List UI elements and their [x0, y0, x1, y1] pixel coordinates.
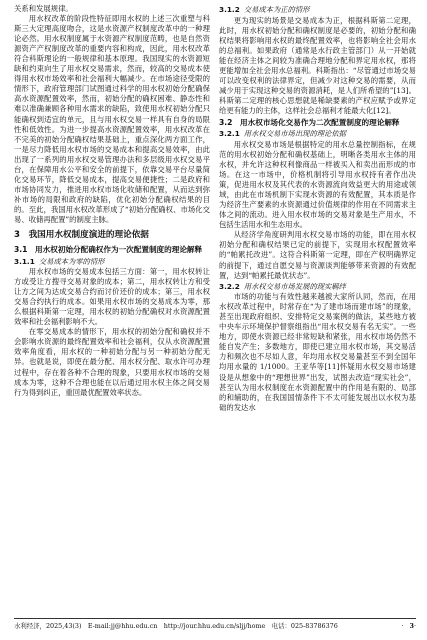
body-paragraph: 用水权市场的交易成本包括三方面：第一，用水权转让方或受让方搜寻交易对象的成本；第二，用水权转让方和受让方之间为达成交易合约而讨价还价的成本；第三，用水权交易合约执行的成本。如果用水权市场的交易成本为零，那么根据科斯第一定理，用水权的初始分配确权对水资源配置效率和社会福利影响不大。: [14, 267, 210, 327]
footer-page-number-wrap: · 3·: [401, 622, 416, 630]
subsubsection-heading: [219, 5, 416, 16]
subsubsection-heading: [219, 282, 416, 293]
heading-title: 交易成本为零的情形: [38, 256, 105, 266]
heading-title: 交易成本为正的情形: [243, 5, 310, 14]
heading-number: 3.2.1: [219, 129, 240, 139]
heading-number: 3.1.1: [14, 256, 35, 266]
body-paragraph: 更为现实的场景是交易成本为正，根据科斯第二定理，此时，用水权初始分配和确权制度是必要的，初始分配和确权结果将影响用水权的最终配置效率，也将影响全社会用水的总福利。如果政府（通常是水行政主管部门）从一开始就能在经济主体之间较为准确合理地分配和界定用水权，那将更能增加全社会用水总福利。科斯指出：“尽管通过市场交易可以改变权利的法律界定，但减少对这种交易的需要，从而减少用于实现这种交易的资源消耗，是人们所希望的”[13]。科斯第二定理的核心思想就是稀缺要素的产权应赋予或界定给更有能力的主体，这样社会总福利才能最大化[12]。: [219, 15, 416, 115]
heading-title: 用水权交易市场发展的现实羁绊: [243, 281, 346, 291]
body-paragraph: 从经济学角度研判用水权交易市场的功能，即在用水权初始分配和确权结果已定的前提下，实现用水权配置效率的“帕累托改进”。这符合科斯第一定理，即在产权明确界定的前提下，通过自愿交易与资源谈判能够带来资源的有效配置，达到“帕累托最优状态”。: [219, 230, 416, 280]
subsubsection-heading: [219, 129, 416, 140]
subsection-heading: 3.1 用水权初始分配确权作为一次配置制度的理论解释: [14, 245, 203, 255]
section-heading: 3 我国用水权制度演进的理论依据: [14, 230, 149, 241]
heading-number: 3.1.2: [219, 5, 240, 14]
body-paragraph: 用水权交易市场是根据特定的用水总量控制指标，在规范的用水权初始分配和确权基础上，明晰各类用水主体的用水权，并允许这种权利像商品一样被买入和卖出而形成的市场。在这一市场中，价格机制将引导用水权持有者作出决策，促进用水权及其代表的水资源流向效益更大的用途或领域，由此在市场机制下实现水资源的有效配置，其本质是作为经济生产要素的水资源通过价值规律的作用在不同需求主体之间的流动。进入用水权市场的交易对象是生产用水，不包括生活用水和生态用水。: [219, 139, 416, 230]
footer-journal-info: 水利经济，2025,43(3) E-mail:jj@hhu.edu.cn http://jour.hhu.edu.cn/sljj/home 电话：025-83786376: [14, 622, 338, 630]
page-number: 3: [409, 622, 414, 630]
footer-divider: [14, 618, 416, 619]
subsubsection-heading: [14, 257, 210, 268]
right-column: [219, 4, 416, 612]
body-paragraph: 用水权改革的阶段性特征即用水权的上述三次重塑与科斯三大定理高度吻合，这是水资源产权制度改革中的一种理论必然。用水权制度属于水资源产权制度范畴，也是自然资源资产产权制度改革的重要内容和构成，因此，用水权改革符合科斯理论的一般规律和基本原理。我国现实的水资源短缺和约束向生了用水权交易需求，然而，较高的交易成本使得用水权市场效率和社会福利大幅减少。在市场途径受限的情形下，政府管理部门试图通过科学的用水权初始分配确保高水资源配置效率，然而，初始分配的确权困难、静态性和难以准确兼顾各种用水需求的缺陷，致使用水权初始分配只能确权到适宜的单元，且与用水权交易一样具有自身的局限性和低效性。为进一步提高水资源配置效率，用水权改革在不完美的初始分配确权结果基础上，重点深化两方面工作，一是尽力降低用水权市场的交易成本和提高交易效率，由此出现了一系列的用水权交易管理办法和多层级用水权交易平台，在保障用水公平和安全的前提下，依靠交易平台尽量简化交易环节，降低交易成本，提高交易便捷性；二是政府和市场协同发力，推进用水权市场化收储和配置，从而达到弥补市场的局限和政府的缺陷，优化初始分配确权结果的目的。至此，我国用水权改革形成了“初始分配确权、市场化交易、收储再配置”的制度主脉。: [14, 14, 210, 224]
subsection-heading: 3.2 用水权市场化交易作为二次配置制度的理论解释: [219, 117, 400, 127]
heading-title: 用水权交易市场出现的理论依据: [243, 129, 346, 139]
left-column: [14, 4, 210, 612]
body-paragraph: 市场的功能与有效性越来越被大家所认同，然而，在用水权改革过程中，时常存在“为了建市场而建市场”的现象，甚至出现政府组织、安排特定交易案例的做法，某些地方被中央车示环境保护督察组指出“用水权交易有名无实”。一些地方，即使水资源已经非常短缺和紧张，用水权市场仍然不能自发产生；多数地方，即使已建立用水权市场，其交易活力和频次也不尽如人意，年均用水权交易量甚至不到全国年均用水量的 1/1000。王亚华等[11]怀疑用水权交易市场建设是从想象中的“理想世界”出发，试图去改造“现实社会”，甚至认为用水权制度在水资源配置中的作用是有限的、局部的和辅助的，在我国国情条件下不太可能发展出以水权为基础的发达水: [219, 292, 416, 412]
body-paragraph: 关系和发展规律。: [14, 4, 73, 13]
heading-number: 3.2.2: [219, 281, 240, 291]
body-paragraph: 在零交易成本的情形下，用水权的初始分配和确权并不会影响水资源的最终配置效率和社会福利，仅从水资源配置效率角度看，用水权的一种初始分配与另一种初始分配无异。也就是说，即使在最分配、用水权分配、取水许可办理过程中，存在着各种不合理的现象，只要用水权市场的交易成本为零，这种不合理也能在以后通过用水权主体之间交易行为得到纠正，重回最优配置效率状态。: [14, 327, 210, 397]
